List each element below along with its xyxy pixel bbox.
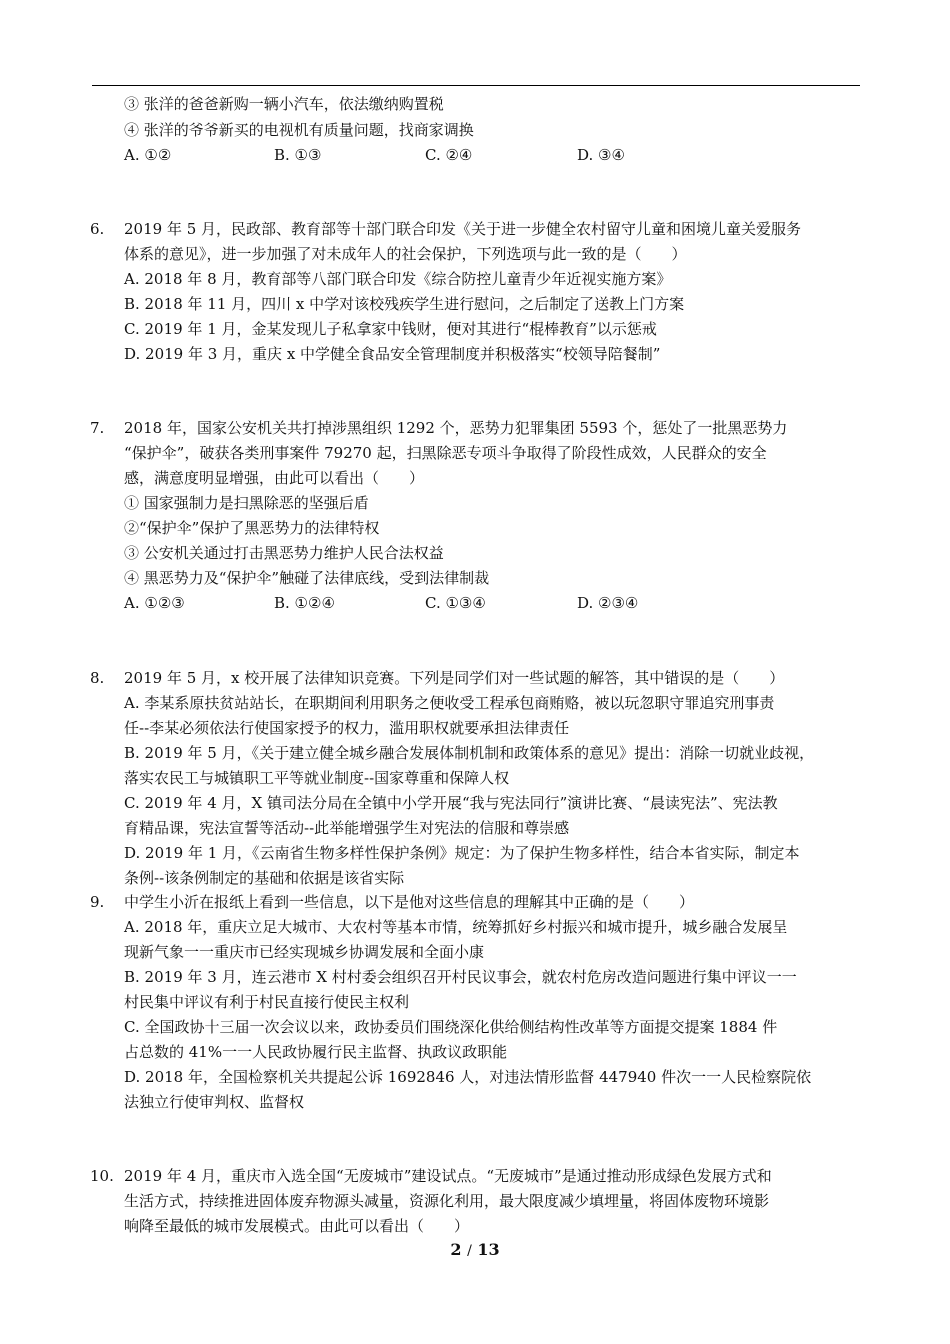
question-8-number: 8.	[90, 669, 105, 687]
question-8-option-d-cont: 条例--该条例制定的基础和依据是该省实际	[124, 869, 405, 887]
header-rule	[92, 85, 860, 86]
question-9-number: 9.	[90, 893, 105, 911]
page-current: 2	[450, 1240, 462, 1259]
question-8-option-d: D. 2019 年 1 月，《云南省生物多样性保护条例》规定：为了保护生物多样性，结合本省实际，制定本	[124, 844, 800, 862]
question-7-item-4: ④ 黑恶势力及“保护伞”触碰了法律底线，受到法律制裁	[124, 569, 490, 587]
question-9-option-c: C. 全国政协十三届一次会议以来，政协委员们围绕深化供给侧结构性改革等方面提交提案 1884 件	[124, 1018, 778, 1036]
prev-option-a: A. ①②	[124, 146, 172, 164]
question-8-stem: 2019 年 5 月，x 校开展了法律知识竞赛。下列是同学们对一些试题的解答，其中错误的是（ ）	[124, 669, 785, 687]
question-10-stem: 生活方式，持续推进固体废弃物源头减量，资源化利用，最大限度减少填埋量，将固体废物环境影	[124, 1192, 770, 1210]
page-total: 13	[477, 1240, 500, 1259]
question-7-item-1: ① 国家强制力是扫黑除恶的坚强后盾	[124, 494, 369, 512]
question-8-option-b-cont: 落实农民工与城镇职工平等就业制度--国家尊重和保障人权	[124, 769, 510, 787]
question-7-option-a: A. ①②③	[124, 594, 185, 612]
question-9-stem: 中学生小沂在报纸上看到一些信息，以下是他对这些信息的理解其中正确的是（ ）	[124, 893, 695, 911]
prev-option-c: C. ②④	[425, 146, 473, 164]
question-7-stem: 感，满意度明显增强，由此可以看出（ ）	[124, 469, 425, 487]
question-8-option-a-cont: 任--李某必须依法行使国家授予的权力，滥用职权就要承担法律责任	[124, 719, 570, 737]
question-9-option-c-cont: 占总数的 41%一一人民政协履行民主监督、执政议政职能	[124, 1043, 508, 1061]
question-10-stem: 2019 年 4 月，重庆市入选全国“无废城市”建设试点。“无废城市”是通过推动形成绿色发展方式和	[124, 1167, 772, 1185]
question-6-option-b: B. 2018 年 11 月，四川 x 中学对该校残疾学生进行慰问，之后制定了送教上门方案	[124, 295, 685, 313]
question-9-option-b: B. 2019 年 3 月，连云港市 X 村村委会组织召开村民议事会，就农村危房改造问题进行集中评议一一	[124, 968, 797, 986]
question-9-option-d-cont: 法独立行使审判权、监督权	[124, 1093, 305, 1111]
question-6-stem: 体系的意见》，进一步加强了对未成年人的社会保护，下列选项与此一致的是（ ）	[124, 245, 687, 263]
question-6-stem: 2019 年 5 月，民政部、教育部等十部门联合印发《关于进一步健全农村留守儿童和困境儿童关爱服务	[124, 220, 802, 238]
question-7-item-3: ③ 公安机关通过打击黑恶势力维护人民合法权益	[124, 544, 444, 562]
question-6-option-c: C. 2019 年 1 月，金某发现儿子私拿家中钱财，便对其进行“棍棒教育”以示惩戒	[124, 320, 657, 338]
question-8-option-c-cont: 育精品课，宪法宣誓等活动--此举能增强学生对宪法的信服和尊崇感	[124, 819, 570, 837]
question-6-option-d: D. 2019 年 3 月，重庆 x 中学健全食品安全管理制度并积极落实“校领导陪餐制”	[124, 345, 661, 363]
question-10-number: 10.	[90, 1167, 114, 1185]
page-number	[0, 1240, 950, 1259]
question-9-option-a: A. 2018 年，重庆立足大城市、大农村等基本市情，统筹抓好乡村振兴和城市提升，城乡融合发展呈	[124, 918, 788, 936]
question-6-option-a: A. 2018 年 8 月，教育部等八部门联合印发《综合防控儿童青少年近视实施方案》	[124, 270, 672, 288]
question-8-option-c: C. 2019 年 4 月，X 镇司法分局在全镇中小学开展“我与宪法同行”演讲比赛、“晨读宪法”、宪法教	[124, 794, 778, 812]
question-7-number: 7.	[90, 419, 105, 437]
question-6-number: 6.	[90, 220, 105, 238]
question-7-stem: 2018 年，国家公安机关共打掉涉黑组织 1292 个，恶势力犯罪集团 5593 个，惩处了一批黑恶势力	[124, 419, 788, 437]
question-9-option-b-cont: 村民集中评议有利于村民直接行使民主权利	[124, 993, 410, 1011]
question-7-item-2: ②“保护伞”保护了黑恶势力的法律特权	[124, 519, 380, 537]
question-9-option-a-cont: 现新气象一一重庆市已经实现城乡协调发展和全面小康	[124, 943, 485, 961]
question-7-option-d: D. ②③④	[577, 594, 639, 612]
question-8-option-b: B. 2019 年 5 月，《关于建立健全城乡融合发展体制机制和政策体系的意见》提出：消除一切就业歧视，	[124, 744, 815, 762]
page-separator: /	[467, 1243, 472, 1259]
prev-option-d: D. ③④	[577, 146, 625, 164]
prev-item-3: ③ 张洋的爸爸新购一辆小汽车，依法缴纳购置税	[124, 95, 444, 113]
question-10-stem: 响降至最低的城市发展模式。由此可以看出（ ）	[124, 1217, 470, 1235]
question-7-option-b: B. ①②④	[274, 594, 335, 612]
question-7-stem: “保护伞”，破获各类刑事案件 79270 起，扫黑除恶专项斗争取得了阶段性成效，人民群众的安全	[124, 444, 767, 462]
prev-item-4: ④ 张洋的爷爷新买的电视机有质量问题，找商家调换	[124, 121, 474, 139]
question-8-option-a: A. 李某系原扶贫站站长，在职期间利用职务之便收受工程承包商贿赂，被以玩忽职守罪追究刑事责	[124, 694, 775, 712]
question-9-option-d: D. 2018 年，全国检察机关共提起公诉 1692846 人，对违法情形监督 447940 件次一一人民检察院依	[124, 1068, 812, 1086]
prev-option-b: B. ①③	[274, 146, 322, 164]
question-7-option-c: C. ①③④	[425, 594, 486, 612]
